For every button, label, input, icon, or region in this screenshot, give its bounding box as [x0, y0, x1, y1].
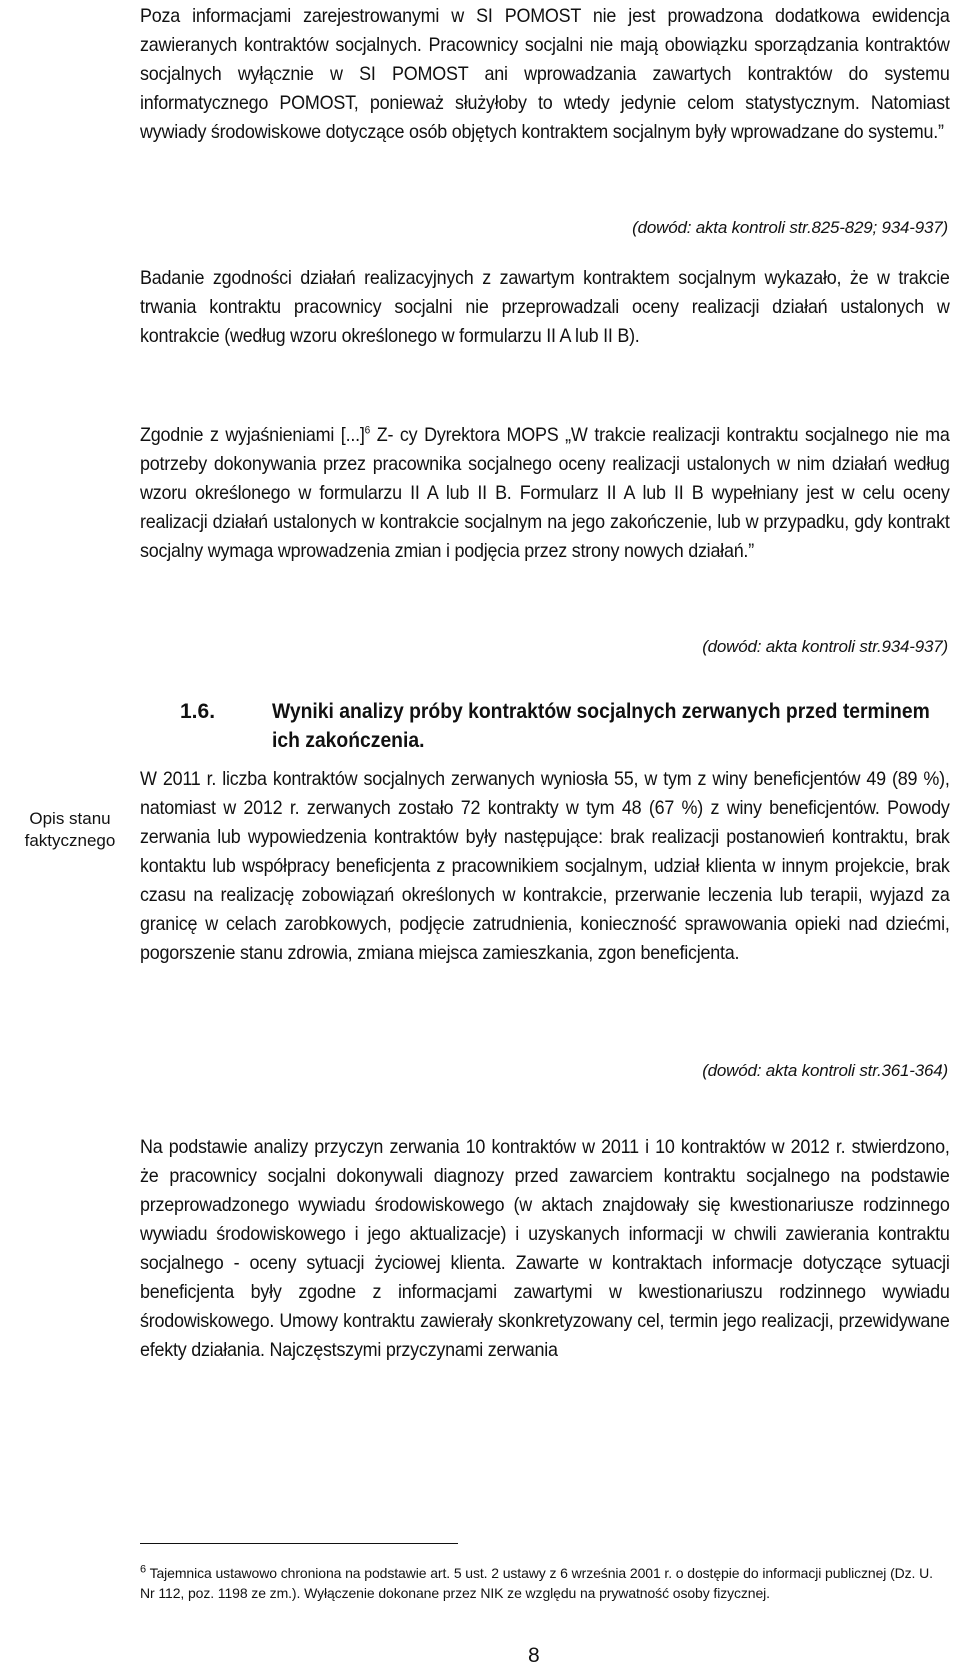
evidence-note-1: (dowód: akta kontroli str.825-829; 934-937): [632, 218, 948, 237]
paragraph-4: W 2011 r. liczba kontraktów socjalnych zerwanych wyniosła 55, w tym z winy beneficjentów 49 (89 %), natomiast w 2012 r. zerwanych zostało 72 kontrakty w tym 48 (67 %) z winy beneficjentów. Powody zerwania lub wypowiedzenia kontraktów były następujące: brak realizacji postanowień kontraktu, brak kontaktu lub współpracy beneficjenta z pracownikiem socjalnym, udział klienta w innym projekcie, brak czasu na realizację zobowiązań określonych w kontrakcie, przerwanie leczenia lub terapii, wyjazd za granicę w celach zarobkowych, podjęcie zatrudnienia, konieczność sprawowania opieki nad dziećmi, pogorszenie stanu zdrowia, zmiana miejsca zamieszkania, zgon beneficjenta.: [140, 768, 950, 964]
paragraph-3-lead: Zgodnie z wyjaśnieniami [...]: [140, 424, 365, 446]
paragraph-3: [140, 421, 950, 566]
footnote-divider: [140, 1543, 458, 1544]
footnote-text: Tajemnica ustawowo chroniona na podstawie art. 5 ust. 2 ustawy z 6 września 2001 r. o dostępie do informacji publicznej (Dz. U. Nr 112, poz. 1198 ze zm.). Wyłączenie dokonane przez NIK ze względu na prywatność osoby fizycznej.: [140, 1565, 933, 1601]
paragraph-1: Poza informacjami zarejestrowanymi w SI POMOST nie jest prowadzona dodatkowa ewidencja zawieranych kontraktów socjalnych. Pracownicy socjalni nie mają obowiązku sporządzania kontraktów socjalnych wyłącznie w SI POMOST ani wprowadzania zawartych kontraktów do systemu informatycznego POMOST, ponieważ służyłoby to wtedy jedynie celom statystycznym. Natomiast wywiady środowiskowe dotyczące osób objętych kontraktem socjalnym były wprowadzane do systemu.”: [140, 5, 950, 143]
paragraph-3-quote: Z- cy Dyrektora MOPS „W trakcie realizacji kontraktu socjalnego nie ma potrzeby dokonywania przez pracownika socjalnego oceny realizacji ustalonych w nim działań według wzoru określonego w formularzu II A lub II B. Formularz II A lub II B wypełniany jest w celu oceny realizacji działań ustalonych w kontrakcie socjalnym na jego zakończenie, lub w przypadku, gdy kontrakt socjalny wymaga wprowadzenia zmian i podjęcia przez strony nowych działań.”: [140, 424, 950, 562]
paragraph-2: Badanie zgodności działań realizacyjnych z zawartym kontraktem socjalnym wykazało, że w trakcie trwania kontraktu pracownicy socjalni nie przeprowadzali oceny realizacji działań ustalonych w kontrakcie (według wzoru określonego w formularzu II A lub II B).: [140, 267, 950, 347]
margin-label: Opis stanu faktycznego: [24, 809, 116, 850]
section-title: Wyniki analizy próby kontraktów socjalnych zerwanych przed terminem ich zakończenia.: [272, 700, 930, 752]
footnote-number: 6: [140, 1563, 147, 1576]
section-number: 1.6.: [180, 700, 216, 723]
footnote-reference: 6: [364, 424, 370, 437]
evidence-note-3: (dowód: akta kontroli str.361-364): [702, 1061, 948, 1080]
page-number: 8: [528, 1644, 540, 1667]
evidence-note-2: (dowód: akta kontroli str.934-937): [702, 637, 948, 656]
paragraph-5: Na podstawie analizy przyczyn zerwania 10 kontraktów w 2011 i 10 kontraktów w 2012 r. stwierdzono, że pracownicy socjalni dokonywali diagnozy przed zawarciem kontraktu socjalnego na podstawie przeprowadzonego wywiadu środowiskowego (w aktach znajdowały się kwestionariusze rodzinnego wywiadu środowiskowego i jego aktualizacje) i uzyskanych informacji w chwili zawierania kontraktu socjalnego - oceny sytuacji życiowej klienta. Zawarte w kontraktach informacje dotyczące sytuacji beneficjenta były zgodne z informacjami zawartymi w kwestionariuszu rodzinnego wywiadu środowiskowego. Umowy kontraktu zawierały skonkretyzowany cel, termin jego realizacji, przewidywane efekty działania. Najczęstszymi przyczynami zerwania: [140, 1136, 950, 1361]
footnote: [140, 1563, 950, 1603]
